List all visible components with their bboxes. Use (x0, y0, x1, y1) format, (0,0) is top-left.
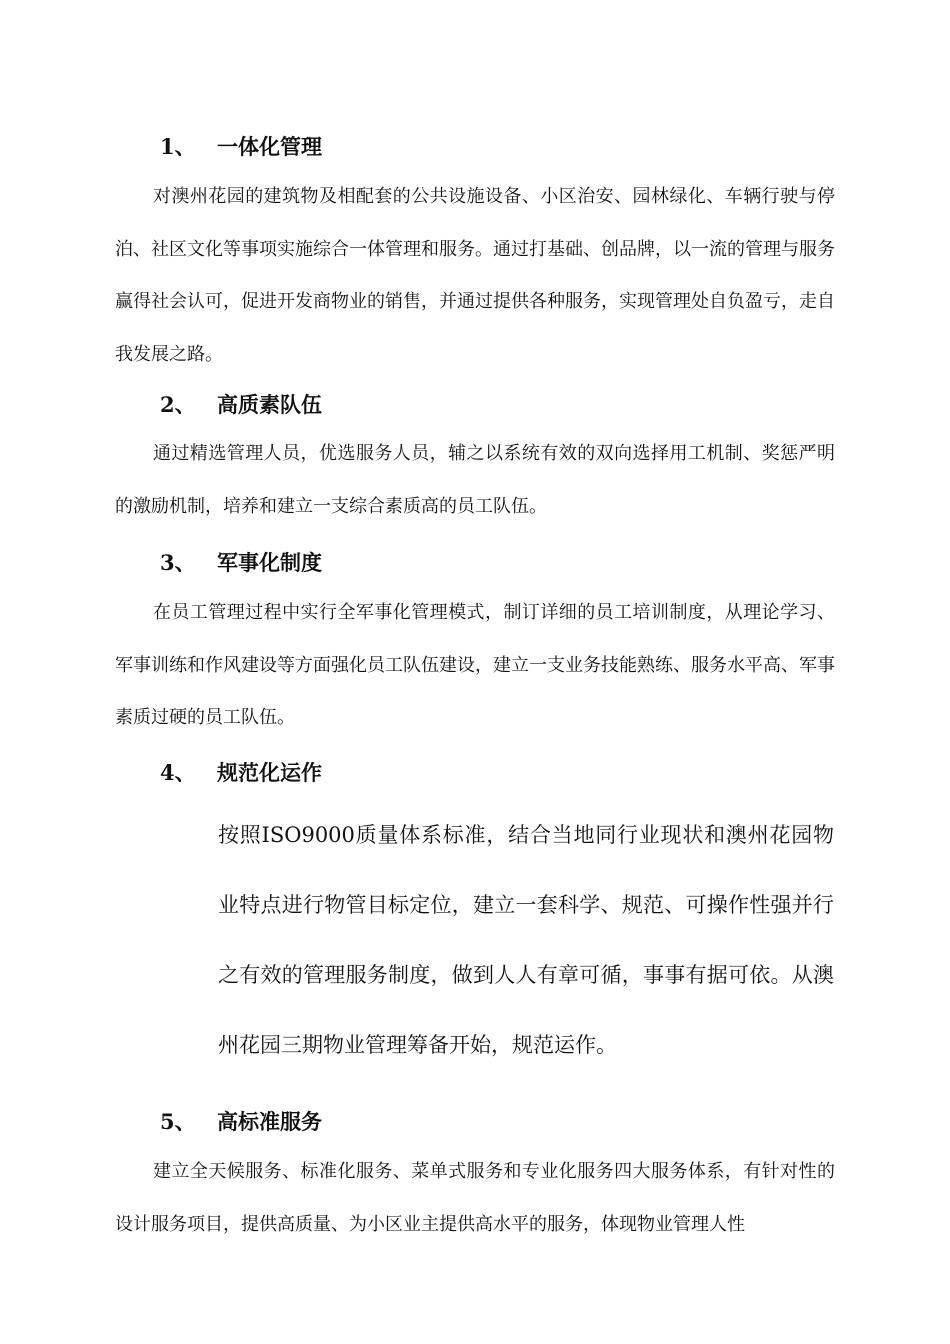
section-1-number: 1、 (160, 134, 196, 159)
section-1-title: 一体化管理 (217, 134, 322, 159)
section-1-body: 对澳州花园的建筑物及相配套的公共设施设备、小区治安、园林绿化、车辆行驶与停泊、社区文化等事项实施综合一体管理和服务。通过打基础、创品牌，以一流的管理与服务赢得社会认可，促进开发商物业的销售，并通过提供各种服务，实现管理处自负盈亏，走自我发展之路。 (115, 186, 835, 365)
section-5-body: 建立全天候服务、标准化服务、菜单式服务和专业化服务四大服务体系，有针对性的设计服务项目，提供高质量、为小区业主提供高水平的服务，体现物业管理人性 (115, 1161, 835, 1235)
section-2-title: 高质素队伍 (217, 392, 322, 417)
section-3-title: 军事化制度 (217, 550, 322, 575)
section-2-body: 通过精选管理人员，优选服务人员，辅之以系统有效的双向选择用工机制、奖惩严明的激励机制，培养和建立一支综合素质高的员工队伍。 (115, 443, 835, 517)
section-4-title: 规范化运作 (217, 760, 322, 785)
section-2-number: 2、 (160, 392, 196, 417)
section-4-number: 4、 (160, 760, 196, 785)
section-4-body: 按照ISO9000质量体系标准，结合当地同行业现状和澳州花园物业特点进行物管目标定位，建立一套科学、规范、可操作性强并行之有效的管理服务制度，做到人人有章可循，事事有据可依。从澳州花园三期物业管理筹备开始，规范运作。 (218, 823, 834, 1057)
section-3-body: 在员工管理过程中实行全军事化管理模式，制订详细的员工培训制度，从理论学习、军事训练和作风建设等方面强化员工队伍建设，建立一支业务技能熟练、服务水平高、军事素质过硬的员工队伍。 (115, 602, 835, 728)
section-5-title: 高标准服务 (217, 1109, 322, 1134)
section-3-number: 3、 (160, 550, 196, 575)
section-5-number: 5、 (160, 1109, 196, 1134)
